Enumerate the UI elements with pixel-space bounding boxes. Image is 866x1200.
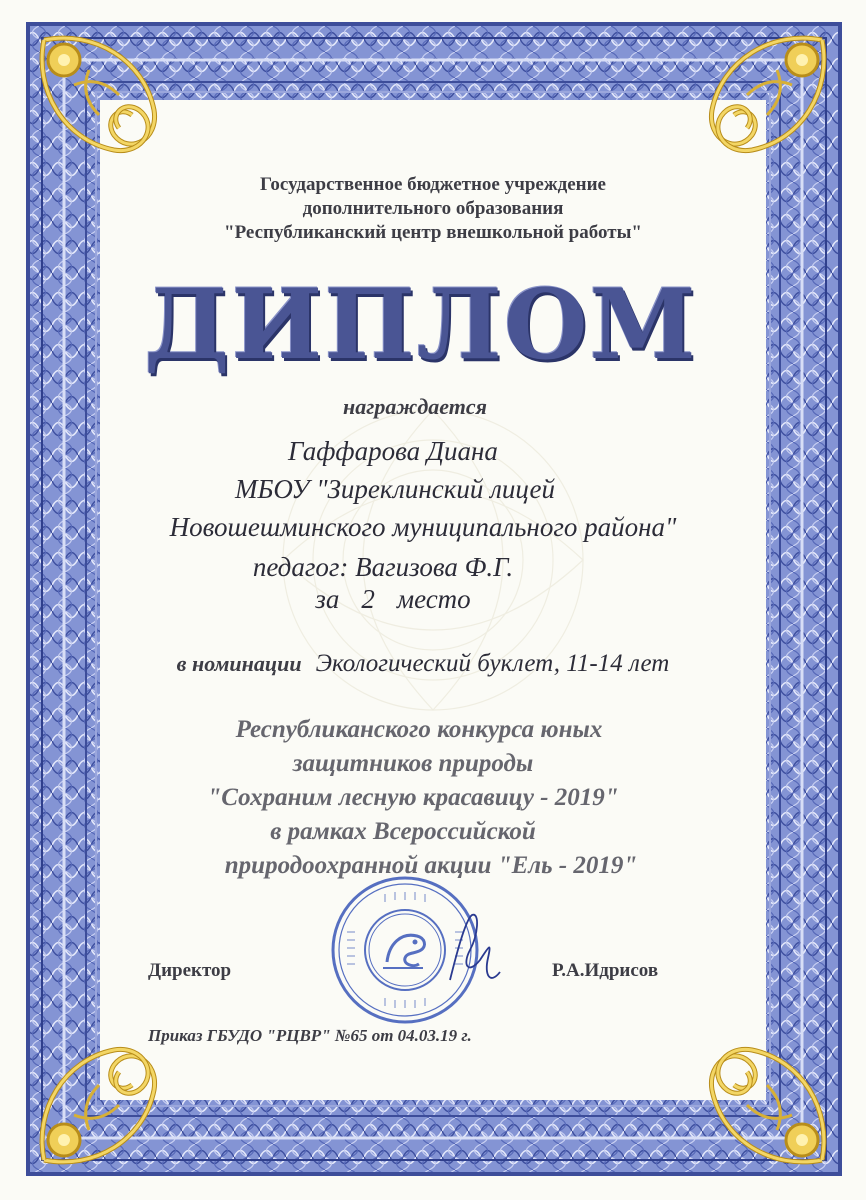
contest-line-3: "Сохраним лесную красавицу - 2019" (207, 784, 619, 811)
org-line-3: "Республиканский центр внешкольной работы" (224, 222, 642, 243)
nomination-value: Экологический буклет, 11-14 лет (315, 650, 670, 677)
place-prefix: за (315, 584, 340, 614)
place-line (0, 584, 826, 615)
nomination-label: в номинации (176, 651, 302, 676)
diploma-title: ДИПЛОМ (144, 268, 698, 381)
recipient-school-2: Новошешминского муниципального района" (169, 512, 677, 542)
director-name: Р.А.Идрисов (552, 960, 659, 981)
contest-line-1: Республиканского конкурса юных (235, 716, 603, 743)
recipient-school-1: МБОУ "Зиреклинский лицей (234, 474, 556, 504)
contest-line-4: в рамках Всероссийской (270, 818, 536, 845)
nomination-line (0, 650, 856, 678)
contest-line-5: природоохранной акции "Ель - 2019" (224, 852, 638, 879)
org-line-1: Государственное бюджетное учреждение (260, 174, 606, 195)
recipient-name: Гаффарова Диана (288, 436, 498, 466)
awarded-label: награждается (343, 394, 487, 419)
place-suffix: место (396, 584, 471, 614)
recipient-teacher: педагог: Вагизова Ф.Г. (252, 552, 514, 582)
contest-line-2: защитников природы (292, 750, 534, 777)
org-line-2: дополнительного образования (302, 198, 564, 219)
place-value: 2 (361, 584, 375, 614)
director-label: Директор (148, 960, 232, 981)
order-reference: Приказ ГБУДО "РЦВР" №65 от 04.03.19 г. (148, 1026, 472, 1045)
